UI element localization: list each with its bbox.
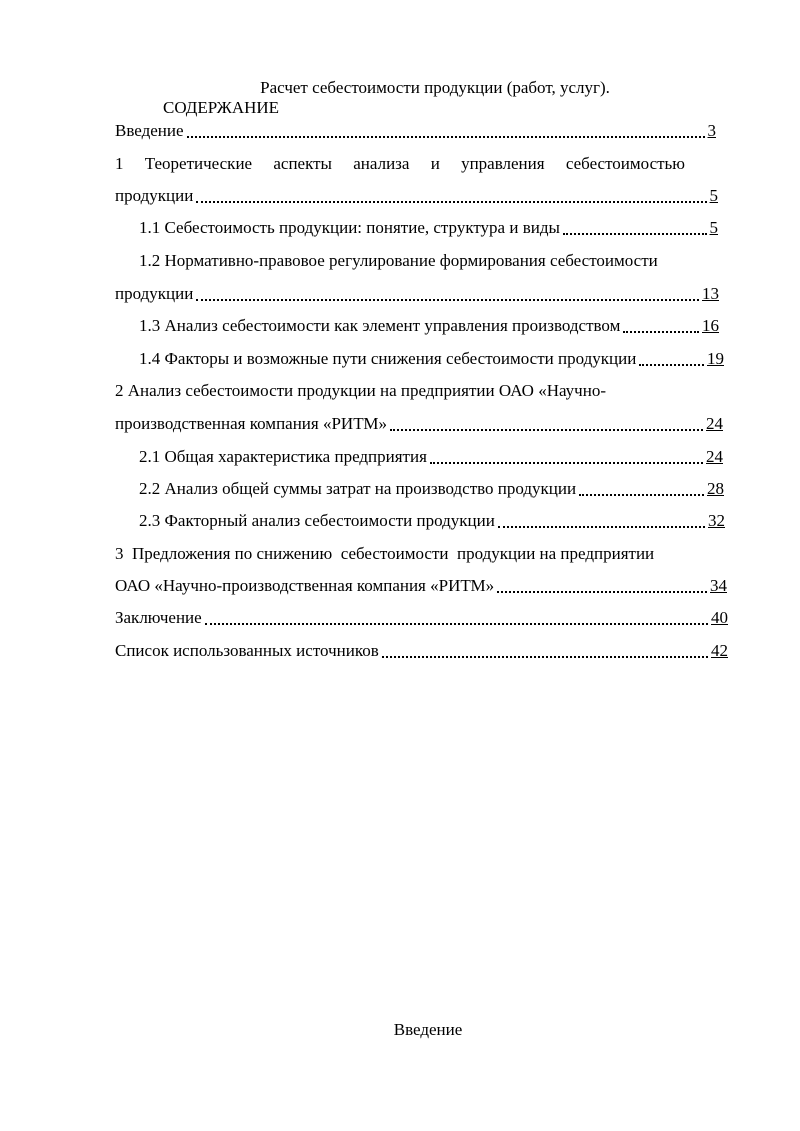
toc-page-number: 24 bbox=[706, 447, 723, 466]
dot-leader bbox=[579, 493, 704, 496]
dot-leader bbox=[187, 135, 705, 138]
toc-page-number: 5 bbox=[709, 186, 718, 205]
toc-page-number: 5 bbox=[709, 218, 718, 237]
dot-leader bbox=[390, 428, 703, 431]
toc-entry-sources[interactable] bbox=[115, 641, 728, 661]
toc-entry-label: Введение bbox=[115, 121, 184, 140]
dot-leader bbox=[382, 655, 708, 658]
dot-leader bbox=[563, 232, 707, 235]
dot-leader bbox=[497, 590, 707, 593]
toc-entry-intro[interactable] bbox=[115, 121, 716, 141]
toc-entry-1-2-line2[interactable] bbox=[115, 284, 719, 304]
toc-word: аспекты bbox=[273, 154, 332, 173]
toc-page-number: 32 bbox=[708, 511, 725, 530]
toc-page-number: 16 bbox=[702, 316, 719, 335]
toc-entry-label: продукции bbox=[115, 186, 194, 205]
toc-word: управления bbox=[461, 154, 545, 173]
toc-page-number: 3 bbox=[707, 121, 716, 140]
toc-word: анализа bbox=[353, 154, 410, 173]
dot-leader bbox=[623, 330, 699, 333]
section-heading-introduction: Введение bbox=[393, 1020, 463, 1039]
toc-entry-label: 2.3 Факторный анализ себестоимости продукции bbox=[139, 511, 495, 530]
toc-word: себестоимостью bbox=[565, 154, 685, 173]
toc-entry-label: 2.1 Общая характеристика предприятия bbox=[139, 447, 427, 466]
toc-entry-ch1-line2[interactable] bbox=[115, 186, 718, 206]
dot-leader bbox=[196, 298, 699, 301]
toc-entry-label: производственная компания «РИТМ» bbox=[115, 414, 387, 433]
toc-page-number: 19 bbox=[707, 349, 724, 368]
toc-entry-2-3[interactable] bbox=[139, 511, 725, 531]
toc-entry-label: 1.1 Себестоимость продукции: понятие, структура и виды bbox=[139, 218, 560, 237]
toc-entry-ch3-line2[interactable] bbox=[115, 576, 727, 596]
document-title: Расчет себестоимости продукции (работ, услуг). bbox=[260, 78, 610, 97]
toc-entry-2-2[interactable] bbox=[139, 479, 724, 499]
toc-entry-1-2-line1[interactable]: 1.2 Нормативно-правовое регулирование формирования себестоимости bbox=[139, 251, 658, 270]
toc-page-number: 24 bbox=[706, 414, 723, 433]
toc-entry-label: Заключение bbox=[115, 608, 202, 627]
toc-entry-1-1[interactable] bbox=[139, 218, 718, 238]
toc-entry-ch3-line1[interactable]: 3 Предложения по снижению себестоимости продукции на предприятии bbox=[115, 544, 655, 563]
toc-entry-label: 1.4 Факторы и возможные пути снижения себестоимости продукции bbox=[139, 349, 637, 368]
toc-entry-ch2-line1[interactable]: 2 Анализ себестоимости продукции на предприятии ОАО «Научно- bbox=[115, 381, 606, 400]
toc-page-number: 42 bbox=[711, 641, 728, 660]
toc-entry-ch2-line2[interactable] bbox=[115, 414, 723, 434]
dot-leader bbox=[430, 461, 703, 464]
toc-entry-label: ОАО «Научно-производственная компания «РИТМ» bbox=[115, 576, 495, 595]
toc-page-number: 34 bbox=[710, 576, 727, 595]
dot-leader bbox=[196, 200, 706, 203]
dot-leader bbox=[639, 363, 704, 366]
toc-entry-label: 1.3 Анализ себестоимости как элемент управления производством bbox=[139, 316, 621, 335]
toc-entry-1-3[interactable] bbox=[139, 316, 719, 336]
toc-entry-ch1-line1[interactable] bbox=[115, 154, 685, 174]
dot-leader bbox=[498, 525, 705, 528]
toc-word: Теоретические bbox=[144, 154, 253, 173]
toc-entry-label: продукции bbox=[115, 284, 194, 303]
toc-entry-conclusion[interactable] bbox=[115, 608, 728, 628]
toc-entry-label: 2.2 Анализ общей суммы затрат на производство продукции bbox=[139, 479, 577, 498]
toc-heading: СОДЕРЖАНИЕ bbox=[163, 98, 280, 117]
toc-word: и bbox=[430, 154, 440, 173]
toc-entry-1-4[interactable] bbox=[139, 349, 724, 369]
toc-page-number: 28 bbox=[707, 479, 724, 498]
toc-word: 1 bbox=[115, 154, 124, 173]
toc-entry-2-1[interactable] bbox=[139, 447, 723, 467]
toc-page-number: 40 bbox=[711, 608, 728, 627]
toc-page-number: 13 bbox=[702, 284, 719, 303]
toc-entry-label: Список использованных источников bbox=[115, 641, 379, 660]
dot-leader bbox=[205, 622, 708, 625]
